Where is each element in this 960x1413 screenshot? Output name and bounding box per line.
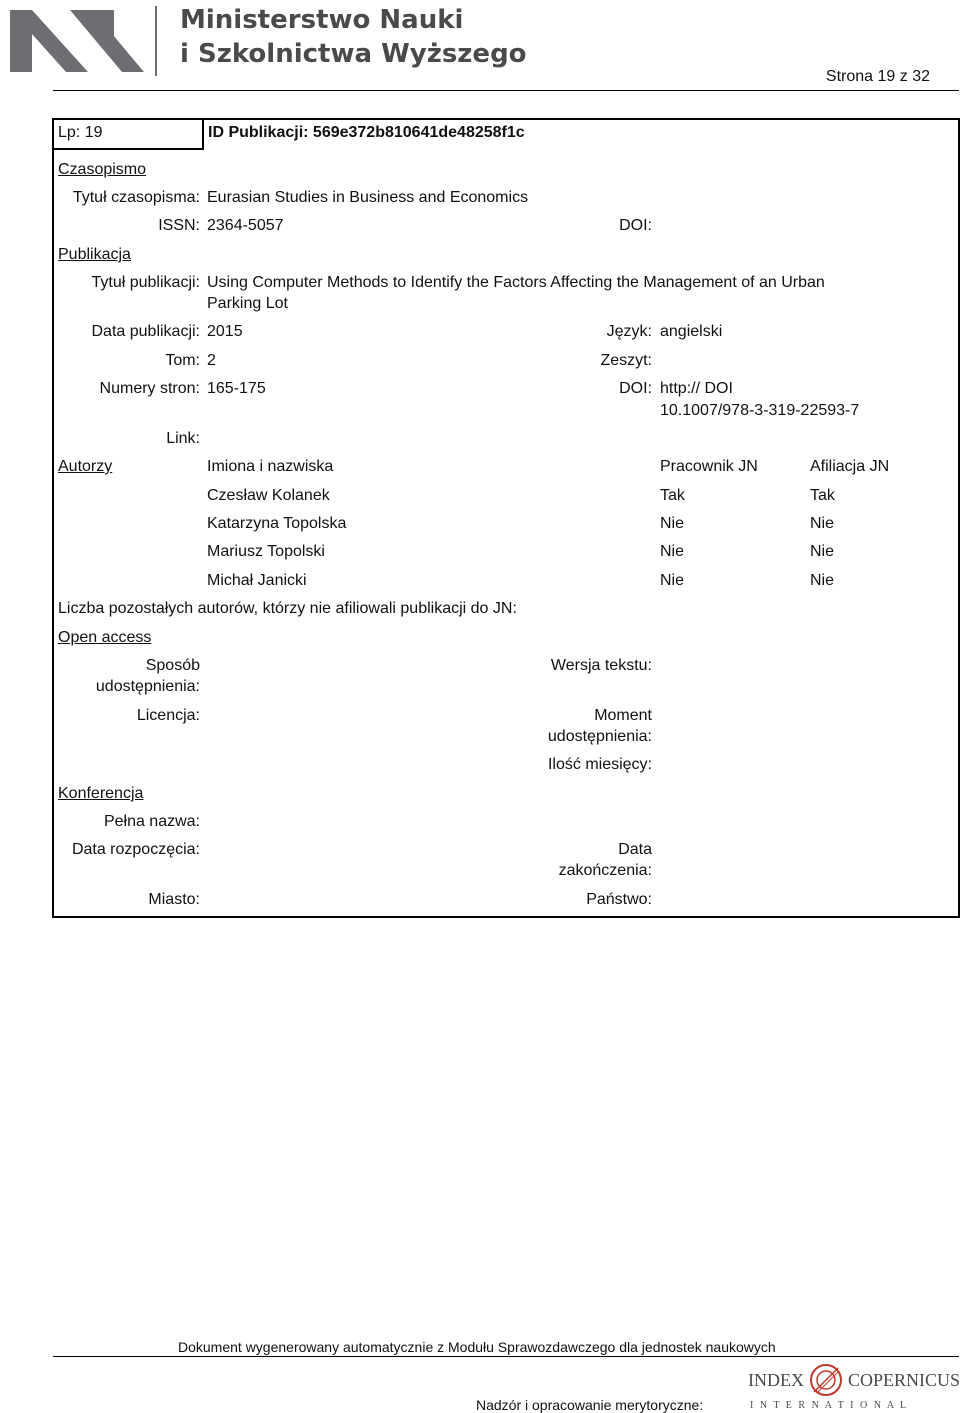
author-employee: Tak <box>660 487 685 504</box>
footer-divider <box>53 1356 959 1357</box>
start-date-label: Data rozpoczęcia: <box>71 841 200 858</box>
header-divider <box>53 90 959 91</box>
pub-doi-line-2[interactable]: 10.1007/978-3-319-22593-7 <box>660 402 860 419</box>
pub-date-value: 2015 <box>207 323 243 340</box>
issn-value: 2364-5057 <box>207 217 284 234</box>
authors-col-employee: Pracownik JN <box>660 458 758 475</box>
lp-number: Lp: 19 <box>58 124 103 141</box>
release-moment-label-2: udostępnienia: <box>547 728 652 745</box>
link-label: Link: <box>166 430 200 447</box>
language-label: Język: <box>606 323 652 340</box>
conference-name-label: Pełna nazwa: <box>103 813 200 830</box>
author-name: Czesław Kolanek <box>207 487 330 504</box>
author-affiliation: Nie <box>810 515 835 532</box>
journal-title-value: Eurasian Studies in Business and Economics <box>207 189 529 206</box>
author-affiliation: Tak <box>810 487 835 504</box>
section-open-access: Open access <box>58 629 152 646</box>
pub-doi-label: DOI: <box>619 380 652 397</box>
ministry-line-1: Ministerstwo Nauki <box>180 5 464 35</box>
end-date-label-2: zakończenia: <box>558 862 652 879</box>
city-label: Miasto: <box>148 891 200 908</box>
author-name: Katarzyna Topolska <box>207 515 347 532</box>
author-employee: Nie <box>660 515 685 532</box>
license-label: Licencja: <box>136 707 200 724</box>
ic-logo-text-index: INDEX <box>748 1370 804 1390</box>
pub-title-label: Tytuł publikacji: <box>91 274 200 291</box>
access-method-label-1: Sposób <box>145 657 200 674</box>
authors-col-affiliation: Afiliacja JN <box>810 458 890 475</box>
pub-title-line-2: Parking Lot <box>207 295 288 312</box>
release-moment-label-1: Moment <box>594 707 652 724</box>
volume-value: 2 <box>207 352 216 369</box>
copernicus-seal-icon <box>808 1362 844 1398</box>
section-journal: Czasopismo <box>58 161 147 178</box>
ministry-name <box>180 3 527 71</box>
page-number: Strona 19 z 32 <box>825 68 930 85</box>
author-name: Mariusz Topolski <box>207 543 325 560</box>
pub-doi-line-1[interactable]: http:// DOI <box>660 380 733 397</box>
other-authors-label: Liczba pozostałych autorów, którzy nie afiliowali publikacji do JN: <box>58 600 517 617</box>
issn-label: ISSN: <box>158 217 200 234</box>
publication-id: ID Publikacji: 569e372b810641de48258f1c <box>208 124 525 141</box>
issue-label: Zeszyt: <box>600 352 652 369</box>
language-value: angielski <box>660 323 723 340</box>
author-affiliation: Nie <box>810 572 835 589</box>
access-method-label-2: udostępnienia: <box>95 678 200 695</box>
pub-date-label: Data publikacji: <box>91 323 200 340</box>
section-authors: Autorzy <box>58 458 113 475</box>
journal-doi-label: DOI: <box>619 217 652 234</box>
ic-logo-text-international: I N T E R N A T I O N A L <box>750 1400 909 1411</box>
ministry-logo-icon <box>10 6 160 76</box>
ministry-line-2: i Szkolnictwa Wyższego <box>180 39 527 69</box>
pages-label: Numery stron: <box>99 380 200 397</box>
end-date-label-1: Data <box>618 841 652 858</box>
pub-title-line-1: Using Computer Methods to Identify the Factors Affecting the Management of an Urban <box>207 274 825 291</box>
journal-title-label: Tytuł czasopisma: <box>72 189 200 206</box>
section-conference: Konferencja <box>58 785 144 802</box>
country-label: Państwo: <box>586 891 652 908</box>
ic-logo-text-copernicus: COPERNICUS <box>848 1370 960 1390</box>
author-employee: Nie <box>660 572 685 589</box>
volume-label: Tom: <box>165 352 200 369</box>
footer-supervision-label: Nadzór i opracowanie merytoryczne: <box>476 1397 704 1413</box>
author-employee: Nie <box>660 543 685 560</box>
footer-generated-note: Dokument wygenerowany automatycznie z Modułu Sprawozdawczego dla jednostek naukowych <box>178 1339 776 1355</box>
text-version-label: Wersja tekstu: <box>550 657 652 674</box>
months-label: Ilość miesięcy: <box>547 756 652 773</box>
section-publication: Publikacja <box>58 246 131 263</box>
authors-col-name: Imiona i nazwiska <box>207 458 334 475</box>
pages-value: 165-175 <box>207 380 266 397</box>
author-name: Michał Janicki <box>207 572 307 589</box>
author-affiliation: Nie <box>810 543 835 560</box>
